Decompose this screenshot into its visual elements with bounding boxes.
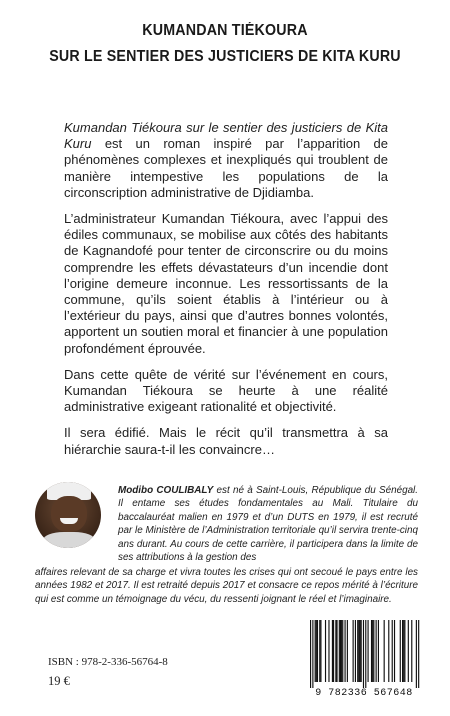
- barcode-bar: [394, 620, 395, 682]
- barcode-bar: [371, 620, 372, 682]
- barcode-bar: [373, 620, 374, 682]
- barcode-bar: [384, 620, 385, 682]
- author-bio-part-1: est né à Saint-Louis, République du Sénégal. Il entame ses études fondamentales au Mali. Titulaire du baccalauréat malien en 1979 et d’un DUTS en 1979, il est recruté par le Ministère de l’Administration territoriale qu’il servira trente-cinq ans durant. Au cours de cette carrière, il participera dans la limite de ses attributions à la gestion des: [118, 485, 418, 564]
- back-cover-blurb: [64, 120, 388, 468]
- barcode-bar: [333, 620, 334, 682]
- barcode-bar: [353, 620, 354, 682]
- barcode-bar: [359, 620, 360, 682]
- barcode-bars: [300, 618, 428, 688]
- barcode-bar: [378, 620, 379, 682]
- blurb-title-italic: Kumandan Tiékoura sur le sentier des justiciers de Kita Kuru: [64, 120, 388, 152]
- barcode-bar: [341, 620, 342, 682]
- barcode-bar: [363, 620, 364, 688]
- author-shirt: [43, 532, 95, 548]
- author-bio-continued: affaires relevant de sa charge et vivra toutes les crises qui ont secoué le pays entre les années 1982 et 2017. Il est retraité depuis 2017 et consacre ce repos mérité à l’écriture qui est comme un témoignage du vécu, du ressenti joignant le réel et l’imaginaire.: [35, 567, 418, 605]
- barcode-bar: [342, 620, 343, 682]
- barcode-bar: [310, 620, 311, 688]
- barcode-bar: [316, 620, 317, 682]
- barcode-bar: [402, 620, 403, 682]
- barcode-bar: [404, 620, 405, 682]
- barcode-bar: [361, 620, 362, 682]
- barcode-bar: [368, 620, 369, 682]
- barcode-bar: [388, 620, 389, 682]
- barcode-bar: [317, 620, 318, 682]
- barcode-bar: [372, 620, 373, 682]
- author-face: [51, 496, 87, 532]
- barcode-bar: [411, 620, 412, 682]
- barcode-bar: [340, 620, 341, 682]
- barcode-bar: [347, 620, 348, 682]
- barcode-bar: [357, 620, 358, 682]
- barcode-bar: [335, 620, 336, 682]
- blurb-paragraph-1: [64, 120, 388, 201]
- blurb-paragraph-2: L’administrateur Kumandan Tiékoura, avec l’appui des édiles communaux, se mobilise aux côtés des habitants de Kagnandofé pour tenter de circonscrire ou du moins comprendre les effets dévastateurs d’un incendie dont l’origine demeure inconnue. Les ressortissants de la commune, qu’ils soient établis à l’intérieur ou à l’extérieur du pays, ainsi que d’autres bonnes volontés, apportent un soutien moral et financier à une population profondément éprouvée.: [64, 211, 388, 356]
- barcode-bar: [418, 620, 419, 688]
- barcode-bar: [332, 620, 333, 682]
- barcode-digits: 9 782336 567648: [315, 688, 413, 699]
- barcode-bar: [358, 620, 359, 682]
- barcode-bar: [365, 620, 366, 688]
- barcode-bar: [408, 620, 409, 682]
- barcode-bar: [315, 620, 316, 682]
- barcode-bar: [312, 620, 313, 688]
- barcode-bar: [336, 620, 337, 682]
- barcode-bar: [325, 620, 326, 682]
- author-bio: [118, 484, 418, 564]
- barcode-bar: [376, 620, 377, 682]
- barcode-bar: [319, 620, 320, 682]
- barcode-bar: [403, 620, 404, 682]
- price-text: 19 €: [48, 674, 70, 688]
- barcode-bar: [345, 620, 346, 682]
- barcode-bar: [392, 620, 393, 682]
- barcode-bar: [339, 620, 340, 682]
- isbn-text: ISBN : 978-2-336-56764-8: [48, 656, 168, 668]
- barcode-bar: [328, 620, 329, 682]
- title-line-1: KUMANDAN TIÉKOURA: [142, 22, 308, 39]
- blurb-paragraph-4: Il sera édifié. Mais le récit qu’il transmettra à sa hiérarchie saura-t-il les convaincre…: [64, 425, 388, 457]
- author-name: Modibo COULIBALY: [118, 485, 214, 496]
- barcode-bar: [416, 620, 417, 688]
- author-photo: [35, 482, 101, 548]
- title-line-2: SUR LE SENTIER DES JUSTICIERS DE KITA KURU: [49, 48, 401, 65]
- barcode-bar: [320, 620, 321, 682]
- barcode-bar: [400, 620, 401, 682]
- blurb-p1-text: est un roman inspiré par l’apparition de phénomènes complexes et inexpliqués qui troublent de manière intempestive les populations de la circonscription administrative de Djidiamba.: [64, 136, 388, 200]
- book-title: [0, 18, 450, 70]
- blurb-paragraph-3: Dans cette quête de vérité sur l’événement en cours, Kumandan Tiékoura se heurte à une réalité administrative exigeant rationalité et objectivité.: [64, 366, 388, 415]
- barcode-bar: [355, 620, 356, 682]
